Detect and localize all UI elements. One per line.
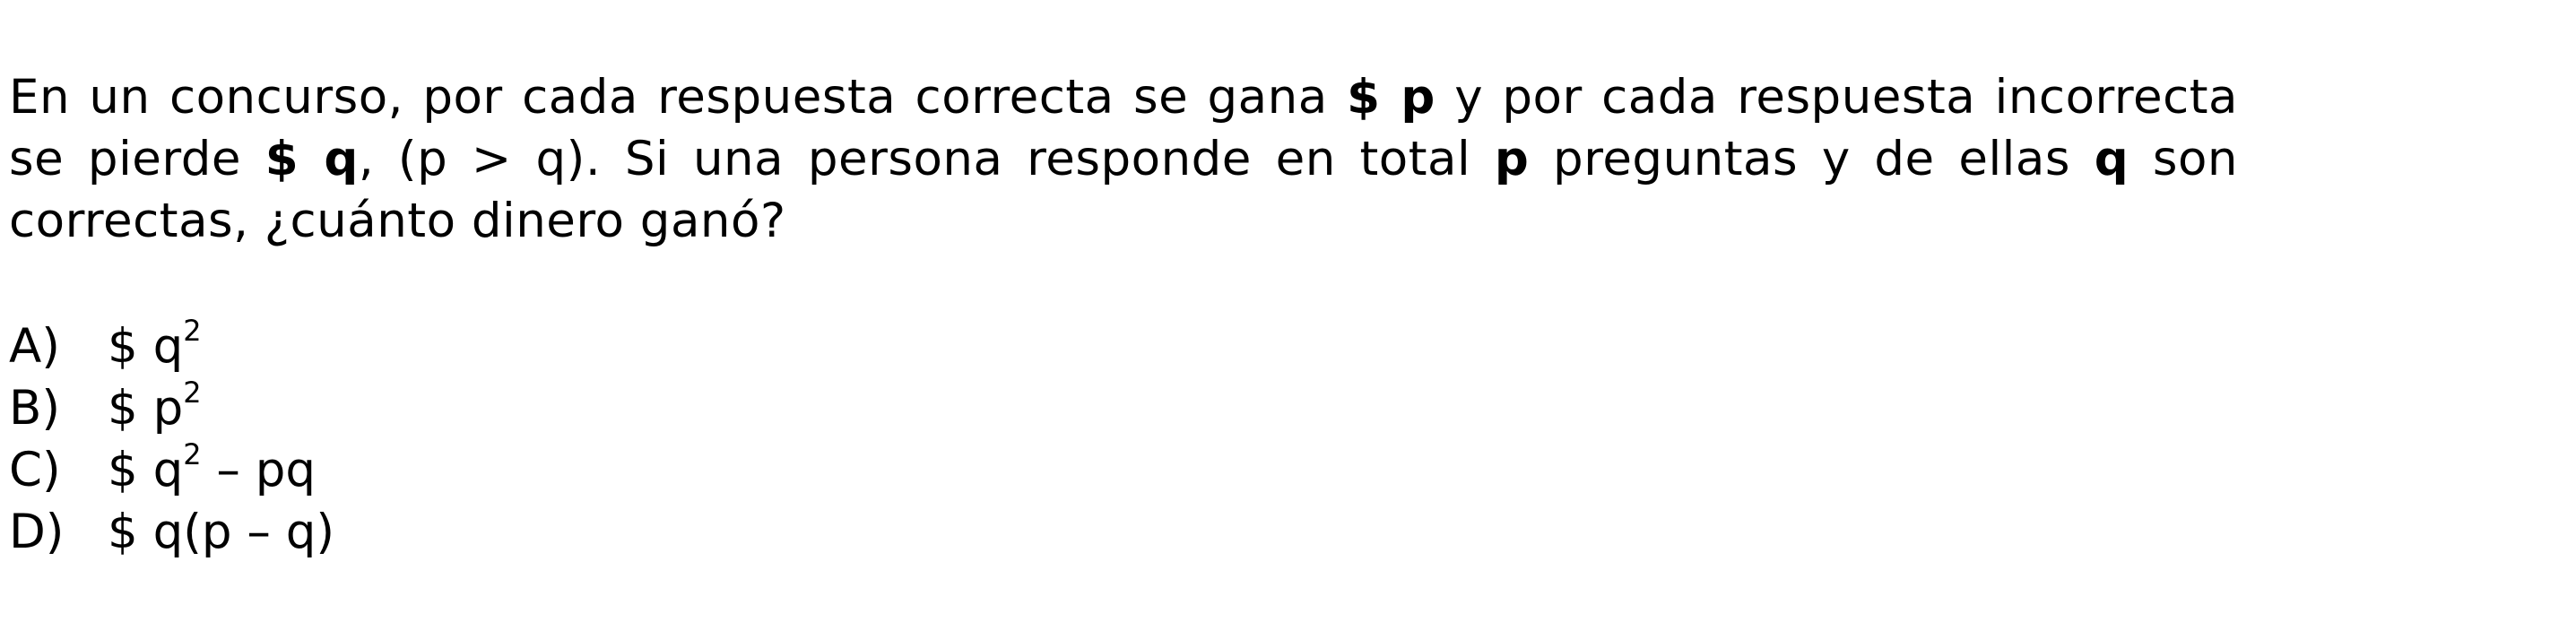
expr-base: $ q bbox=[108, 443, 184, 497]
option-d[interactable] bbox=[9, 501, 334, 563]
expr-base: $ p bbox=[108, 381, 184, 436]
option-letter: B) bbox=[9, 381, 61, 436]
option-letter: A) bbox=[9, 319, 60, 374]
option-c[interactable] bbox=[9, 439, 334, 501]
option-expression bbox=[108, 315, 202, 377]
option-expression bbox=[108, 377, 202, 439]
option-letter: C) bbox=[9, 443, 61, 497]
expr-tail: – pq bbox=[201, 443, 317, 497]
option-a[interactable] bbox=[9, 315, 334, 377]
expr-exponent: 2 bbox=[183, 376, 202, 410]
question-segment: En un concurso, por cada respuesta correcta se gana bbox=[9, 70, 1348, 125]
question-bold-gain: $ p bbox=[1347, 70, 1435, 125]
option-expression bbox=[108, 501, 334, 563]
question-segment: y por cada respuesta incorrecta se pierde bbox=[9, 70, 2238, 186]
question-text bbox=[9, 66, 2238, 252]
option-b[interactable] bbox=[9, 377, 334, 439]
question-bold-loss: $ q bbox=[265, 132, 359, 186]
question-segment: preguntas y de ellas bbox=[1529, 132, 2095, 186]
option-letter: D) bbox=[9, 505, 65, 559]
expr-exponent: 2 bbox=[183, 314, 202, 348]
option-expression bbox=[108, 439, 316, 501]
question-bold-correct: q bbox=[2094, 132, 2129, 186]
answer-options bbox=[9, 315, 334, 563]
question-bold-total: p bbox=[1494, 132, 1530, 186]
question-segment: son correctas, ¿cuánto dinero ganó? bbox=[9, 132, 2238, 248]
expr-base: $ q bbox=[108, 319, 184, 374]
question-segment: , (p > q). Si una persona responde en total bbox=[358, 132, 1495, 186]
expr-base: $ q(p – q) bbox=[108, 505, 335, 559]
expr-exponent: 2 bbox=[183, 437, 202, 471]
